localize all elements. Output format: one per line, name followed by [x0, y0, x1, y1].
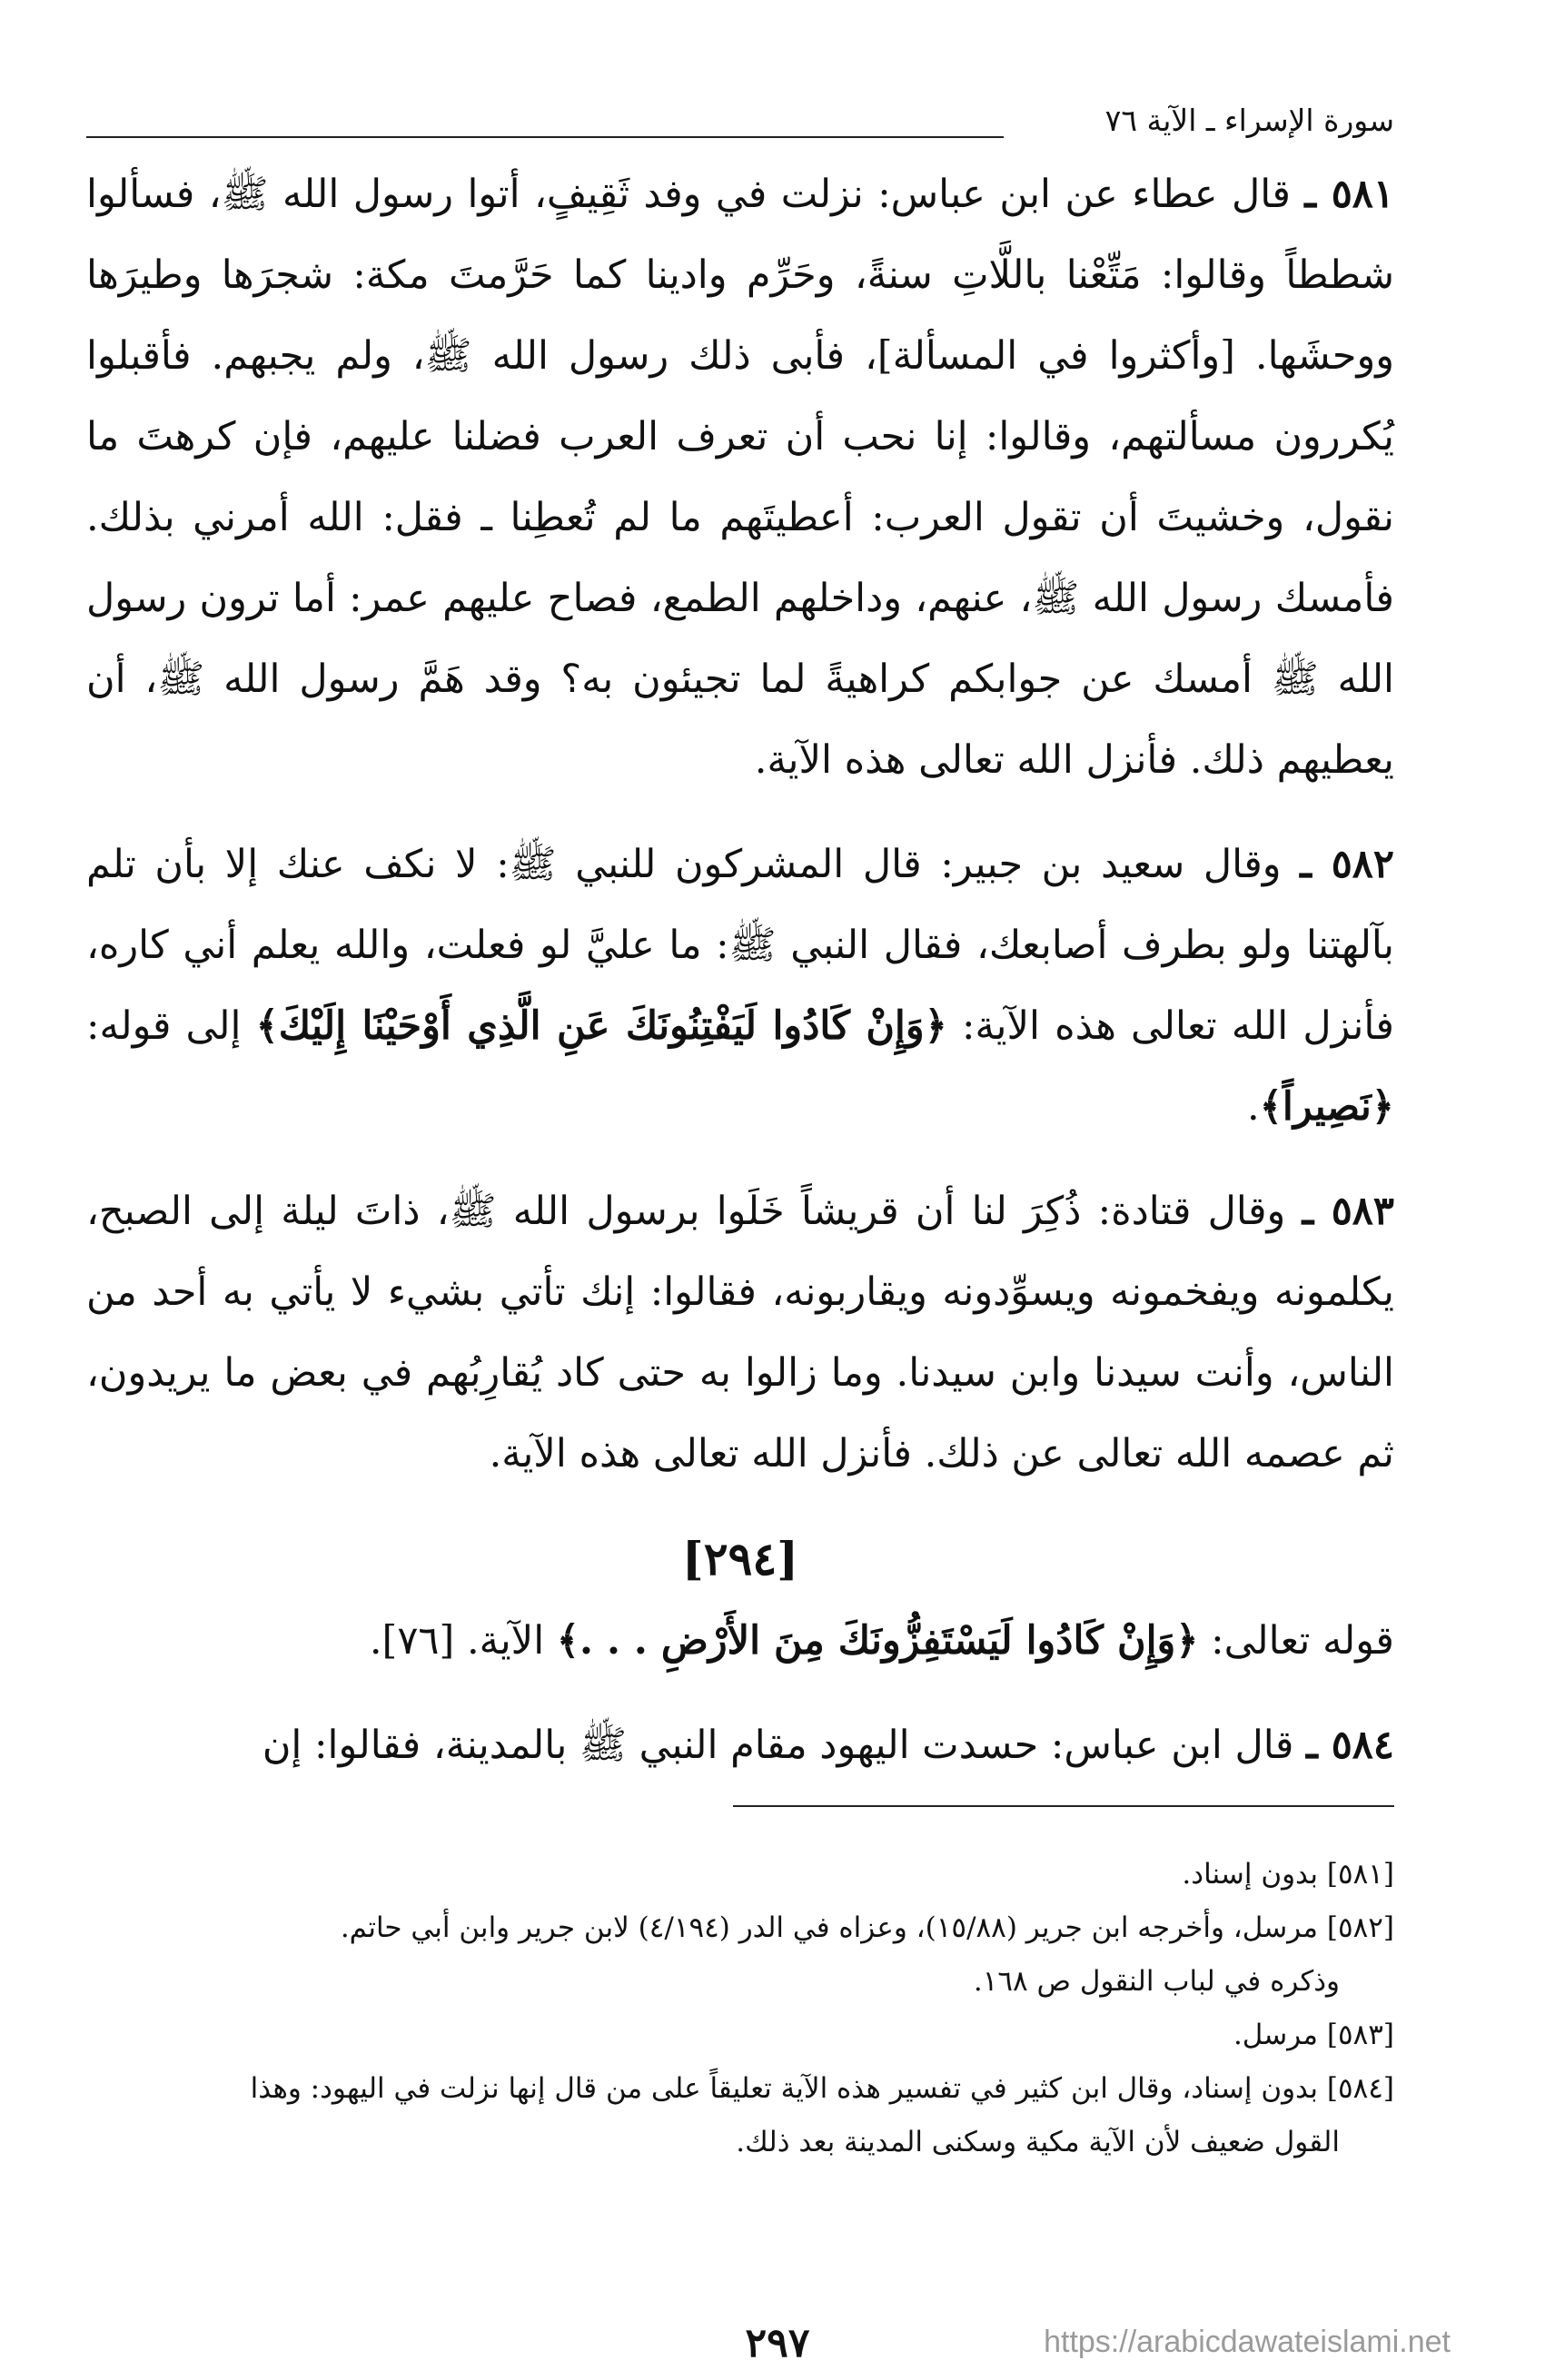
surah-title: سورة الإسراء ـ الآية ٧٦: [1104, 103, 1394, 138]
hadith-581: [86, 154, 1394, 801]
hadith-584: [86, 1705, 1394, 1786]
footnote-rule: [733, 1805, 1394, 1807]
hadith-number: ٥٨١ ـ: [1304, 172, 1394, 217]
footnote-581: [86, 1848, 1394, 1901]
footnote-text: مرسل.: [1233, 2019, 1318, 2051]
hadith-number: ٥٨٢ ـ: [1300, 842, 1394, 887]
verse-reference: الآية. [٧٦].: [369, 1618, 557, 1664]
running-header: [86, 100, 1394, 145]
hadith-text: إلى قوله:: [86, 1003, 256, 1049]
hadith-text: .: [1247, 1084, 1260, 1130]
footnote-text: مرسل، وأخرجه ابن جرير (١٥/٨٨)، وعزاه في الدر (٤/١٩٤) لابن جرير وابن أبي حاتم.: [340, 1911, 1318, 1944]
footnotes: [86, 1848, 1394, 2169]
page-number: ٢٩٧: [745, 2320, 810, 2366]
quran-verse: ﴿نَصِيراً﴾: [1259, 1084, 1394, 1130]
watermark-url: https://arabicdawateislami.net: [1044, 2325, 1451, 2359]
footnote-582: [86, 1901, 1394, 1955]
hadith-number: ٥٨٣ ـ: [1302, 1189, 1394, 1234]
footnote-text: بدون إسناد.: [1182, 1858, 1318, 1891]
section-intro: قوله تعالى:: [1198, 1618, 1394, 1664]
hadith-text: وقال قتادة: ذُكِرَ لنا أن قريشاً خَلَوا برسول الله ﷺ، ذاتَ ليلة إلى الصبح، يكلمونه ويفخمونه ويسوِّدونه ويقاربونه، فقالوا: إنك تأتي بشيء لا يأتي به أحد من الناس، وأنت سيدنا وابن سيدنا. وما زالوا به حتى كاد يُقارِبُهم في بعض ما يريدون، ثم عصمه الله تعالى عن ذلك. فأنزل الله تعالى هذه الآية.: [86, 1189, 1394, 1476]
header-rule: [86, 136, 1004, 138]
hadith-text: وقال سعيد بن جبير: قال المشركون للنبي ﷺ: لا نكف عنك إلا بأن تلم بآلهتنا ولو بطرف أصابعك، فقال النبي ﷺ: ما عليَّ لو فعلت، والله يعلم أني كاره، فأنزل الله تعالى هذه الآية:: [86, 842, 1394, 1049]
quran-verse: ﴿وَإِنْ كَادُوا لَيَفْتِنُونَكَ عَنِ الَّذِي أَوْحَيْنَا إِلَيْكَ﴾: [255, 1003, 947, 1049]
footnote-582-continued: وذكره في لباب النقول ص ١٦٨.: [973, 1965, 1340, 1998]
footnote-584-continued: القول ضعيف لأن الآية مكية وسكنى المدينة بعد ذلك.: [736, 2126, 1340, 2158]
hadith-text: قال عطاء عن ابن عباس: نزلت في وفد ثَقِيفٍ، أتوا رسول الله ﷺ، فسألوا شططاً وقالوا: مَتِّعْنا باللَّاتِ سنةً، وحَرِّم وادينا كما حَرَّمتَ مكة: شجرَها وطيرَها ووحشَها. [وأكثروا في المسألة]، فأبى ذلك رسول الله ﷺ، ولم يجبهم. فأقبلوا يُكررون مسألتهم، وقالوا: إنا نحب أن تعرف العرب فضلنا عليهم، فإن كرهتَ ما نقول، وخشيتَ أن تقول العرب: أعطيتَهم ما لم تُعطِنا ـ فقل: الله أمرني بذلك. فأمسك رسول الله ﷺ، عنهم، وداخلهم الطمع، فصاح عليهم عمر: أما ترون رسول الله ﷺ أمسك عن جوابكم كراهيةً لما تجيئون به؟ وقد هَمَّ رسول الله ﷺ، أن يعطيهم ذلك. فأنزل الله تعالى هذه الآية.: [86, 172, 1394, 783]
hadith-582: [86, 825, 1394, 1148]
footnote-label: [٥٨١]: [1326, 1858, 1394, 1891]
footnote-label: [٥٨٣]: [1326, 2019, 1394, 2051]
footnote-label: [٥٨٢]: [1326, 1911, 1394, 1944]
hadith-583: [86, 1171, 1394, 1495]
footnote-583: [86, 2009, 1394, 2062]
footnote-label: [٥٨٤]: [1326, 2072, 1394, 2105]
hadith-number: ٥٨٤ ـ: [1306, 1723, 1394, 1768]
section-number: [٢٩٤]: [682, 1532, 798, 1585]
quran-verse: ﴿وَإِنْ كَادُوا لَيَسْتَفِزُّونَكَ مِنَ الأَرْضِ . . .﴾: [556, 1618, 1199, 1664]
footnote-584: [86, 2062, 1394, 2116]
hadith-text: قال ابن عباس: حسدت اليهود مقام النبي ﷺ بالمدينة، فقالوا: إن: [262, 1723, 1294, 1768]
main-text: [86, 154, 1394, 1810]
section-verse: [86, 1601, 1394, 1682]
footnote-text: بدون إسناد، وقال ابن كثير في تفسير هذه الآية تعليقاً على من قال إنها نزلت في اليهود: وهذا: [250, 2072, 1318, 2105]
